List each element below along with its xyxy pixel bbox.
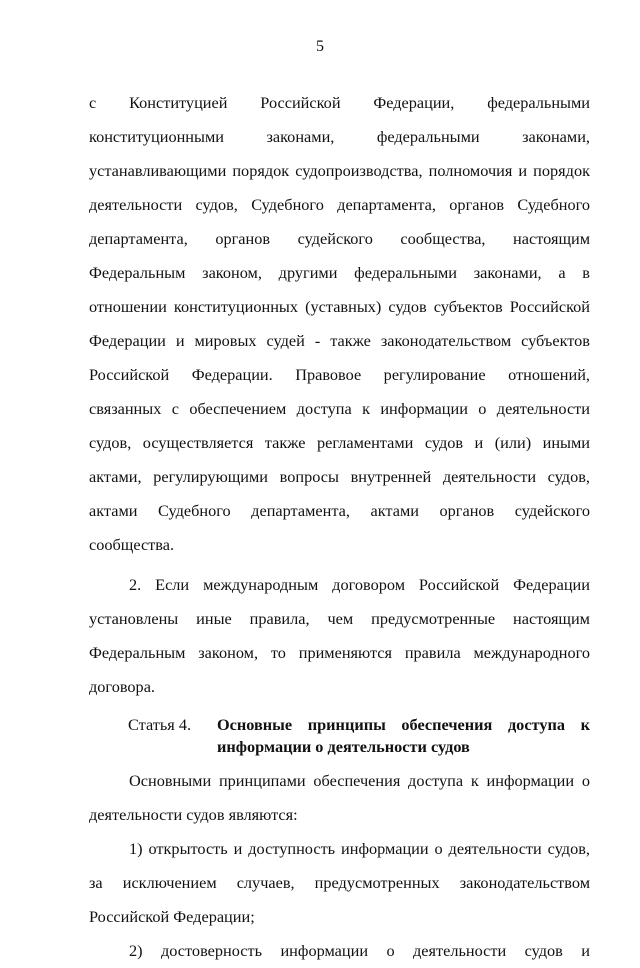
article-title-line-1: Основные принципы обеспечения доступа к (217, 715, 590, 734)
article-title-line-2: информации о деятельности судов (217, 737, 470, 756)
principle-item-2: 2) достоверность информации о деятельности судов и (129, 941, 590, 960)
paragraph-international-treaty: 2. Если международным договором Российской Федерации установлены иные правила, чем предусмотренные настоящим Федеральным законом, то применяются правила международного договора. (89, 575, 590, 696)
article-number: Статья 4. (128, 715, 192, 734)
article-title (217, 714, 590, 758)
article-heading (89, 714, 590, 758)
principles-intro: Основными принципами обеспечения доступа к информации о деятельности судов являются: (89, 771, 590, 824)
paragraph-legal-basis: с Конституцией Российской Федерации, федеральными конституционными законами, федеральными законами, устанавливающими порядок судопроизводства, полномочия и порядок деятельности судов, Судебного департамента, органов Судебного департамента, органов судейского сообщества, настоящим Федеральным законом, другими федеральными законами, а в отношении конституционных (уставных) судов субъектов Российской Федерации и мировых судей - также законодательством субъектов Российской Федерации. Правовое регулирование отношений, связанных с обеспечением доступа к информации о деятельности судов, осуществляется также регламентами судов и (или) иными актами, регулирующими вопросы внутренней деятельности судов, актами Судебного департамента, актами органов судейского сообщества. (89, 93, 590, 554)
document-body (89, 86, 590, 968)
principle-item-1: 1) открытость и доступность информации о деятельности судов, за исключением случаев, предусмотренных законодательством Российской Федерации; (89, 839, 590, 926)
page-number: 5 (316, 38, 324, 55)
